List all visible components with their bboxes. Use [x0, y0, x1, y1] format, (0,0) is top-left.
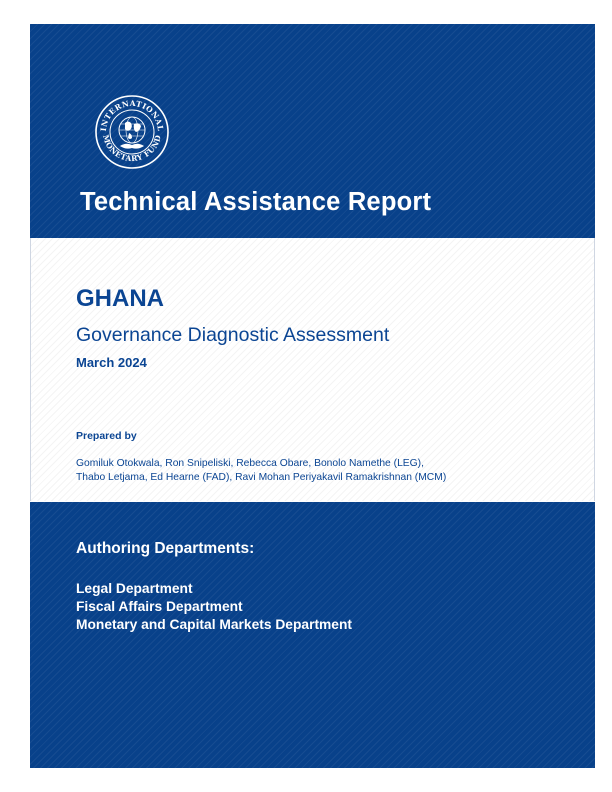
report-date: March 2024	[76, 355, 147, 370]
department-item: Legal Department	[76, 581, 193, 596]
authors-line: Gomiluk Otokwala, Ron Snipeliski, Rebecca Obare, Bonolo Namethe (LEG),	[76, 458, 424, 469]
authors-list	[76, 457, 446, 484]
report-title: Technical Assistance Report	[80, 188, 432, 216]
authoring-departments-heading: Authoring Departments:	[76, 540, 255, 557]
report-subtitle: Governance Diagnostic Assessment	[76, 324, 390, 346]
department-item: Fiscal Affairs Department	[76, 599, 243, 614]
authors-line: Thabo Letjama, Ed Hearne (FAD), Ravi Mohan Periyakavil Ramakrishnan (MCM)	[76, 471, 447, 483]
seal-text-bottom: MONETARY FUND	[100, 133, 163, 164]
report-cover	[30, 24, 595, 768]
country-name: GHANA	[76, 285, 164, 312]
prepared-by-label: Prepared by	[76, 430, 137, 442]
handshake-icon	[120, 144, 144, 149]
seal-text-top: INTERNATIONAL	[98, 98, 166, 132]
globe-icon	[119, 117, 145, 143]
departments-list	[76, 580, 352, 634]
imf-seal-graphic	[94, 94, 170, 170]
svg-text:MONETARY FUND	[101, 134, 163, 163]
department-item: Monetary and Capital Markets Department	[76, 617, 353, 632]
imf-seal-icon	[94, 94, 170, 170]
